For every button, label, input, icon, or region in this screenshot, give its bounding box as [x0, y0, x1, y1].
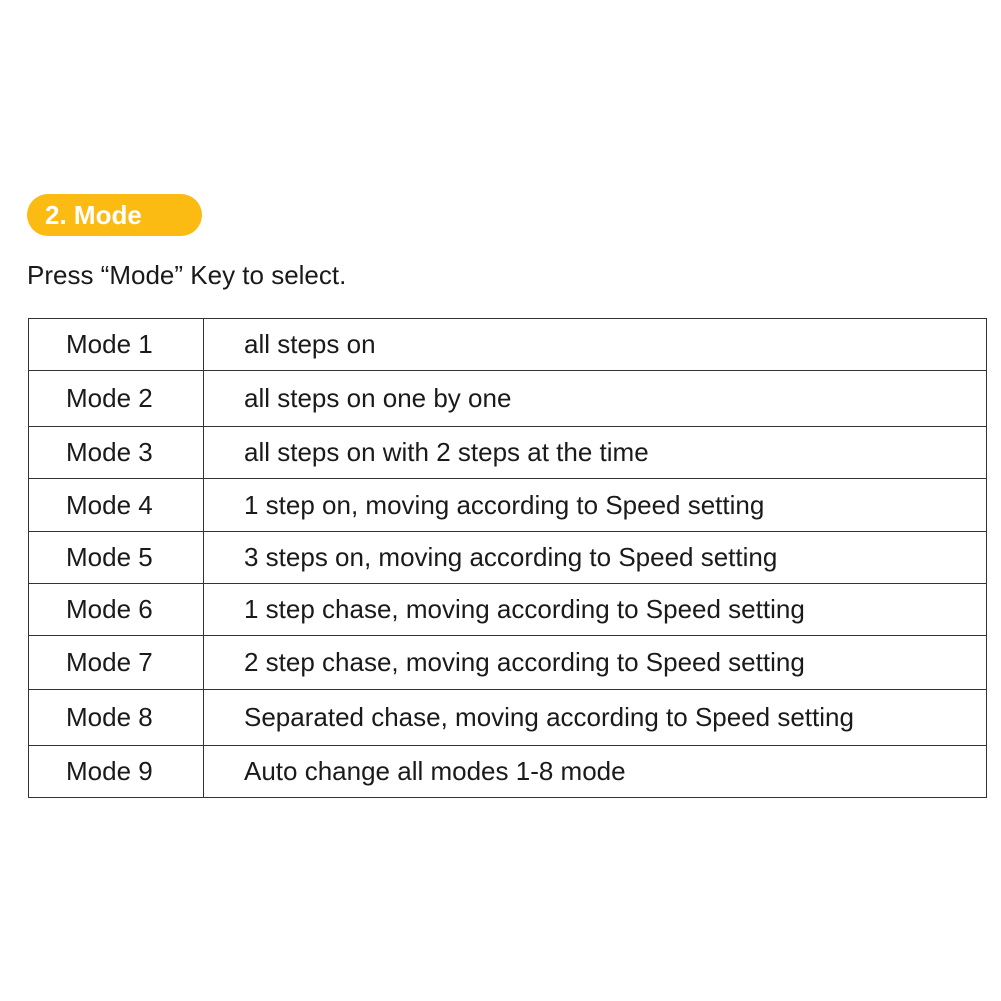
mode-name-cell: Mode 7 [29, 636, 204, 690]
mode-name-cell: Mode 9 [29, 746, 204, 798]
instruction-text: Press “Mode” Key to select. [27, 260, 347, 290]
table-row [29, 746, 987, 798]
mode-description-cell: all steps on with 2 steps at the time [204, 427, 987, 479]
mode-description-cell: all steps on [204, 319, 987, 371]
mode-description-cell: 1 step chase, moving according to Speed setting [204, 584, 987, 636]
mode-name-cell: Mode 1 [29, 319, 204, 371]
mode-name-cell: Mode 3 [29, 427, 204, 479]
mode-description-cell: Auto change all modes 1-8 mode [204, 746, 987, 798]
mode-description-cell: 3 steps on, moving according to Speed setting [204, 532, 987, 584]
table-row [29, 636, 987, 690]
table-row [29, 371, 987, 427]
table-row [29, 319, 987, 371]
table-row [29, 584, 987, 636]
mode-description-cell: Separated chase, moving according to Speed setting [204, 690, 987, 746]
mode-name-cell: Mode 8 [29, 690, 204, 746]
table-row [29, 427, 987, 479]
section-badge: 2. Mode [27, 194, 202, 236]
mode-name-cell: Mode 2 [29, 371, 204, 427]
mode-name-cell: Mode 6 [29, 584, 204, 636]
table-row [29, 690, 987, 746]
mode-description-cell: 1 step on, moving according to Speed setting [204, 479, 987, 532]
mode-table [28, 318, 987, 798]
table-row [29, 479, 987, 532]
table-row [29, 532, 987, 584]
mode-description-cell: 2 step chase, moving according to Speed setting [204, 636, 987, 690]
mode-description-cell: all steps on one by one [204, 371, 987, 427]
mode-name-cell: Mode 5 [29, 532, 204, 584]
mode-name-cell: Mode 4 [29, 479, 204, 532]
